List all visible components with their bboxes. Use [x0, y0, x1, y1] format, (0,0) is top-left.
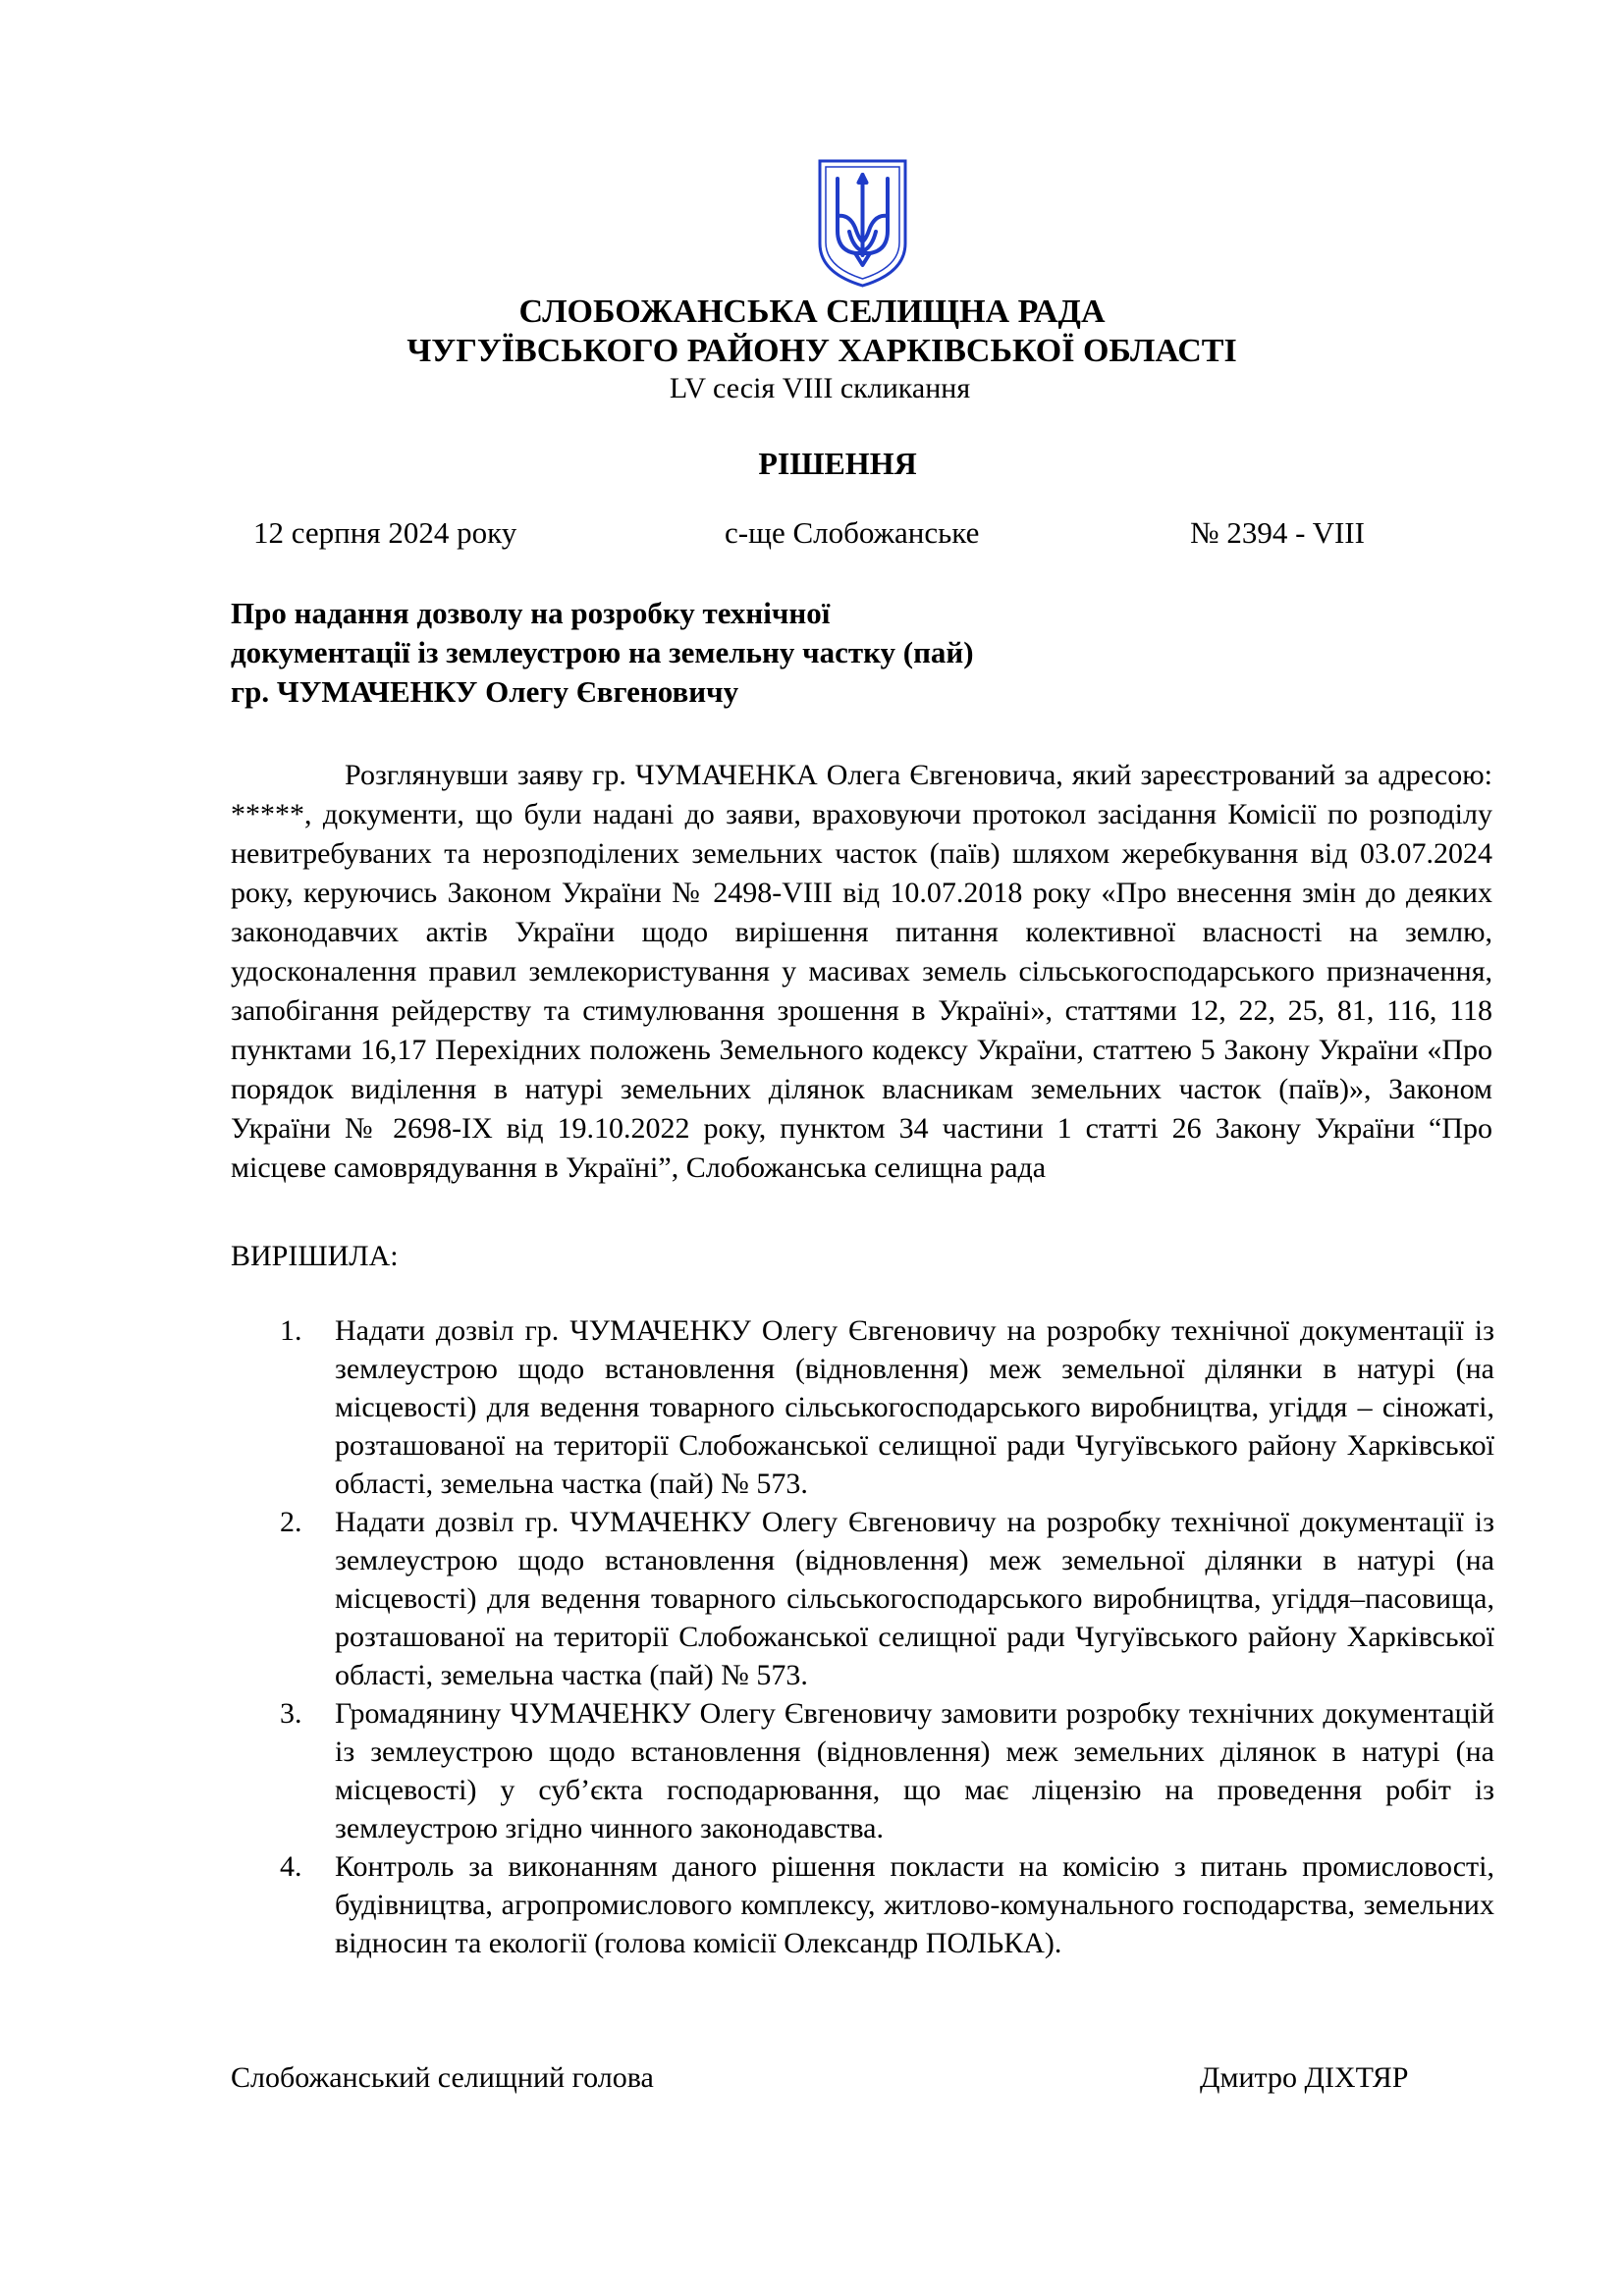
trident-coat-of-arms-icon: [816, 157, 909, 290]
council-heading: [0, 293, 1624, 371]
decision-number: № 2394 - VIII: [1190, 515, 1365, 550]
document-type-title: РІШЕННЯ: [758, 446, 917, 481]
list-item: [231, 1503, 1494, 1694]
item-number: 3.: [280, 1697, 302, 1730]
subject-line: документації із землеустрою на земельну частку (пай): [231, 635, 974, 669]
signatory-name: Дмитро ДІХТЯР: [1200, 2061, 1409, 2094]
decision-place: с-ще Слобожанське: [725, 515, 980, 550]
item-number: 4.: [280, 1850, 302, 1883]
list-item: [231, 1847, 1494, 1962]
council-name: СЛОБОЖАНСЬКА СЕЛИЩНА РАДА: [518, 294, 1106, 330]
decision-subject: [231, 594, 974, 712]
decided-label: ВИРІШИЛА:: [231, 1240, 399, 1272]
preamble-paragraph: Розглянувши заяву гр. ЧУМАЧЕНКА Олега Євгеновича, який зареєстрований за адресою: *****, документи, що були надані до заяви, враховуючи протокол засідання Комісії по розподілу невитребуваних та нерозподілених земельних часток (паїв) шляхом жеребкування від 03.07.2024 року, керуючись Законом України № 2498-VIII від 10.07.2018 року «Про внесення змін до деяких законодавчих актів України щодо вирішення питання колективної власності на землю, удосконалення правил землекористування у масивах земель сільськогосподарського призначення, запобігання рейдерству та стимулювання зрошення в Україні», статтями 12, 22, 25, 81, 116, 118 пунктами 16,17 Перехідних положень Земельного кодексу України, статтею 5 Закону України «Про порядок виділення в натурі земельних ділянок власникам земельних часток (паїв)», Законом України № 2698-IX від 19.10.2022 року, пунктом 34 частини 1 статті 26 Закону України “Про місцеве самоврядування в Україні”, Слобожанська селищна рада: [231, 759, 1492, 1184]
subject-line: Про надання дозволу на розробку технічної: [231, 596, 831, 630]
decision-items-list: [231, 1311, 1494, 1962]
decision-date: 12 серпня 2024 року: [253, 515, 517, 550]
signatory-title: Слобожанський селищний голова: [231, 2061, 654, 2094]
district-name: ЧУГУЇВСЬКОГО РАЙОНУ ХАРКІВСЬКОЇ ОБЛАСТІ: [406, 333, 1237, 369]
item-text: Контроль за виконанням даного рішення покласти на комісію з питань промисловості, будівництва, агропромислового комплексу, житлово-комунального господарства, земельних відносин та екології (голова комісії Олександр ПОЛЬКА).: [335, 1850, 1494, 1959]
item-text: Громадянину ЧУМАЧЕНКУ Олегу Євгеновичу замовити розробку технічних документацій із землеустрою щодо встановлення (відновлення) меж земельних ділянок в натурі (на місцевості) у суб’єкта господарювання, що має ліцензію на проведення робіт із землеустрою згідно чинного законодавства.: [335, 1697, 1494, 1844]
item-text: Надати дозвіл гр. ЧУМАЧЕНКУ Олегу Євгеновичу на розробку технічної документації із землеустрою щодо встановлення (відновлення) меж земельної ділянки в натурі (на місцевості) для ведення товарного сільськогосподарського виробництва, угіддя–пасовища, розташованої на території Слобожанської селищної ради Чугуївського району Харківської області, земельна частка (пай) № 573.: [335, 1506, 1494, 1691]
session-line: LV сесія VIII скликання: [669, 372, 971, 404]
item-number: 1.: [280, 1314, 302, 1347]
subject-line: гр. ЧУМАЧЕНКУ Олегу Євгеновичу: [231, 674, 739, 709]
item-number: 2.: [280, 1506, 302, 1538]
item-text: Надати дозвіл гр. ЧУМАЧЕНКУ Олегу Євгеновичу на розробку технічної документації із землеустрою щодо встановлення (відновлення) меж земельної ділянки в натурі (на місцевості) для ведення товарного сільськогосподарського виробництва, угіддя – сіножаті, розташованої на території Слобожанської селищної ради Чугуївського району Харківської області, земельна частка (пай) № 573.: [335, 1314, 1494, 1500]
list-item: [231, 1311, 1494, 1503]
list-item: [231, 1694, 1494, 1847]
